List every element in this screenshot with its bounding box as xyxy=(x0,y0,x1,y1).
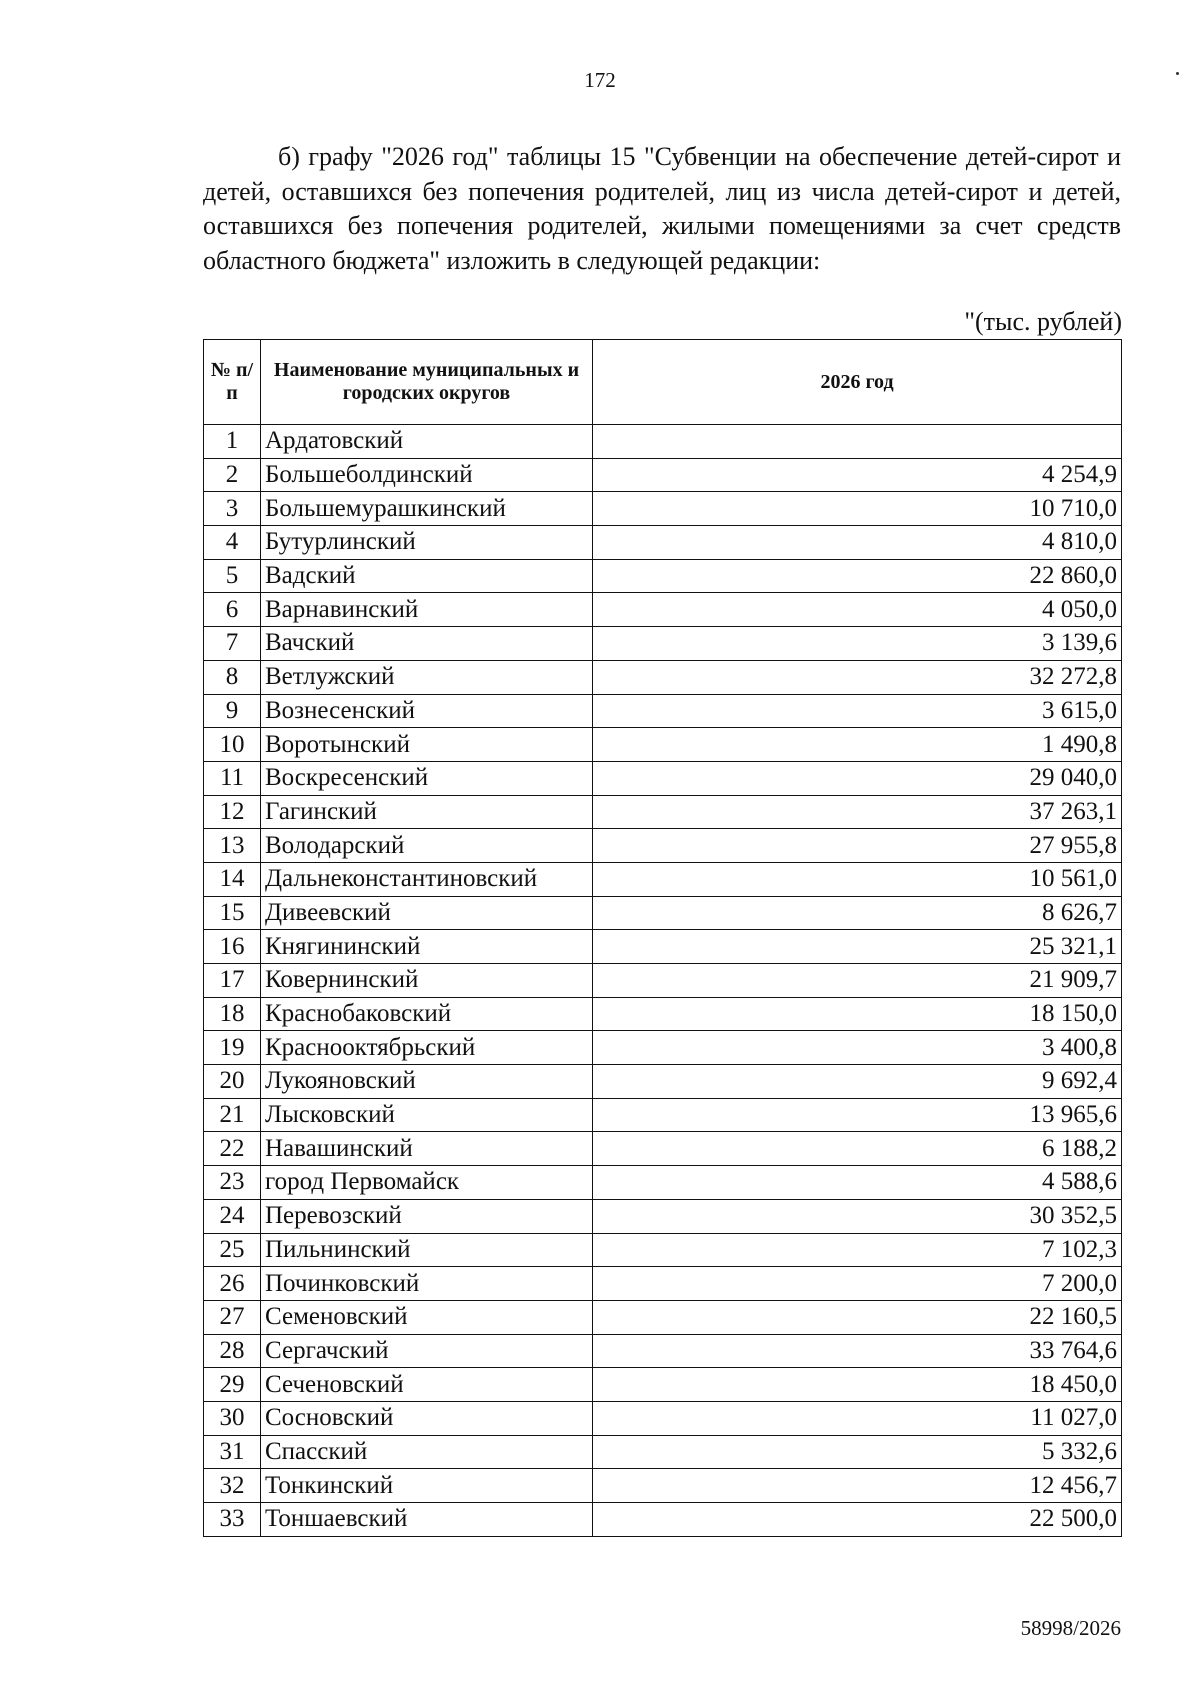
row-number-cell: 29 xyxy=(204,1368,261,1402)
row-value-cell: 37 263,1 xyxy=(593,795,1122,829)
table-row xyxy=(204,1166,1122,1200)
table-row xyxy=(204,1267,1122,1301)
row-value-cell: 4 810,0 xyxy=(593,526,1122,560)
row-value-cell: 6 188,2 xyxy=(593,1132,1122,1166)
header-name: Наименование муниципальных и городских округов xyxy=(261,340,593,425)
row-value-cell: 3 615,0 xyxy=(593,694,1122,728)
table-row xyxy=(204,1435,1122,1469)
row-number-cell: 16 xyxy=(204,930,261,964)
row-value-cell: 7 200,0 xyxy=(593,1267,1122,1301)
table-row xyxy=(204,593,1122,627)
row-value-cell: 18 450,0 xyxy=(593,1368,1122,1402)
row-value-cell: 1 490,8 xyxy=(593,728,1122,762)
row-value-cell: 22 500,0 xyxy=(593,1503,1122,1537)
row-number-cell: 19 xyxy=(204,1031,261,1065)
row-value-cell: 10 561,0 xyxy=(593,862,1122,896)
row-name-cell: Краснобаковский xyxy=(261,997,593,1031)
table-row xyxy=(204,1300,1122,1334)
table-row xyxy=(204,1401,1122,1435)
row-name-cell: Спасский xyxy=(261,1435,593,1469)
table-row xyxy=(204,1098,1122,1132)
row-value-cell: 7 102,3 xyxy=(593,1233,1122,1267)
row-name-cell: Сергачский xyxy=(261,1334,593,1368)
row-name-cell: Ардатовский xyxy=(261,425,593,459)
row-number-cell: 25 xyxy=(204,1233,261,1267)
row-number-cell: 15 xyxy=(204,896,261,930)
row-name-cell: Сеченовский xyxy=(261,1368,593,1402)
row-name-cell: Лысковский xyxy=(261,1098,593,1132)
row-value-cell: 18 150,0 xyxy=(593,997,1122,1031)
table-row xyxy=(204,1469,1122,1503)
row-number-cell: 30 xyxy=(204,1401,261,1435)
row-name-cell: Воскресенский xyxy=(261,761,593,795)
table-row xyxy=(204,964,1122,998)
table-row xyxy=(204,1233,1122,1267)
table-row xyxy=(204,1065,1122,1099)
row-number-cell: 1 xyxy=(204,425,261,459)
row-number-cell: 12 xyxy=(204,795,261,829)
row-name-cell: Воротынский xyxy=(261,728,593,762)
row-value-cell: 9 692,4 xyxy=(593,1065,1122,1099)
row-name-cell: Дальнеконстантиновский xyxy=(261,862,593,896)
table-row xyxy=(204,1368,1122,1402)
row-number-cell: 18 xyxy=(204,997,261,1031)
row-number-cell: 13 xyxy=(204,829,261,863)
row-number-cell: 10 xyxy=(204,728,261,762)
row-number-cell: 4 xyxy=(204,526,261,560)
intro-paragraph: б) графу "2026 год" таблицы 15 "Субвенции на обеспечение детей-сирот и детей, оставшихся без попечения родителей, лиц из числа детей-сирот и детей, оставшихся без попечения родителей, жилыми помещениями за счет средств областного бюджета" изложить в следующей редакции: xyxy=(203,142,1121,275)
subvention-table xyxy=(203,339,1122,1537)
table-header-row xyxy=(204,340,1122,425)
row-value-cell: 4 050,0 xyxy=(593,593,1122,627)
table-body xyxy=(204,425,1122,1537)
row-value-cell: 32 272,8 xyxy=(593,660,1122,694)
row-number-cell: 23 xyxy=(204,1166,261,1200)
row-value-cell: 22 860,0 xyxy=(593,559,1122,593)
row-name-cell: Бутурлинский xyxy=(261,526,593,560)
row-value-cell: 5 332,6 xyxy=(593,1435,1122,1469)
row-name-cell: Сосновский xyxy=(261,1401,593,1435)
row-number-cell: 2 xyxy=(204,458,261,492)
table-row xyxy=(204,492,1122,526)
row-name-cell: Перевозский xyxy=(261,1199,593,1233)
row-number-cell: 17 xyxy=(204,964,261,998)
table-row xyxy=(204,1503,1122,1537)
row-value-cell: 27 955,8 xyxy=(593,829,1122,863)
row-value-cell: 13 965,6 xyxy=(593,1098,1122,1132)
row-number-cell: 28 xyxy=(204,1334,261,1368)
row-value-cell: 21 909,7 xyxy=(593,964,1122,998)
row-value-cell: 4 588,6 xyxy=(593,1166,1122,1200)
table-row xyxy=(204,997,1122,1031)
row-number-cell: 20 xyxy=(204,1065,261,1099)
row-number-cell: 21 xyxy=(204,1098,261,1132)
scan-speck xyxy=(1176,72,1179,75)
row-number-cell: 33 xyxy=(204,1503,261,1537)
table-row xyxy=(204,660,1122,694)
row-name-cell: Краснооктябрьский xyxy=(261,1031,593,1065)
row-name-cell: Вачский xyxy=(261,627,593,661)
row-name-cell: Лукояновский xyxy=(261,1065,593,1099)
row-value-cell: 29 040,0 xyxy=(593,761,1122,795)
row-name-cell: Вадский xyxy=(261,559,593,593)
row-number-cell: 6 xyxy=(204,593,261,627)
table-row xyxy=(204,829,1122,863)
row-name-cell: Пильнинский xyxy=(261,1233,593,1267)
table-row xyxy=(204,795,1122,829)
units-label: "(тыс. рублей) xyxy=(964,307,1122,336)
row-number-cell: 3 xyxy=(204,492,261,526)
row-value-cell: 8 626,7 xyxy=(593,896,1122,930)
row-value-cell: 4 254,9 xyxy=(593,458,1122,492)
row-value-cell: 25 321,1 xyxy=(593,930,1122,964)
header-year: 2026 год xyxy=(593,340,1122,425)
table-row xyxy=(204,559,1122,593)
row-value-cell: 10 710,0 xyxy=(593,492,1122,526)
row-value-cell: 3 400,8 xyxy=(593,1031,1122,1065)
row-name-cell: Вознесенский xyxy=(261,694,593,728)
row-number-cell: 26 xyxy=(204,1267,261,1301)
table-row xyxy=(204,728,1122,762)
document-id: 58998/2026 xyxy=(1020,1616,1121,1640)
row-name-cell: Семеновский xyxy=(261,1300,593,1334)
row-number-cell: 32 xyxy=(204,1469,261,1503)
table-row xyxy=(204,1334,1122,1368)
row-value-cell: 11 027,0 xyxy=(593,1401,1122,1435)
row-number-cell: 14 xyxy=(204,862,261,896)
table-row xyxy=(204,627,1122,661)
row-name-cell: Большемурашкинский xyxy=(261,492,593,526)
row-number-cell: 24 xyxy=(204,1199,261,1233)
row-value-cell: 22 160,5 xyxy=(593,1300,1122,1334)
row-number-cell: 11 xyxy=(204,761,261,795)
header-num: № п/п xyxy=(204,340,261,425)
row-name-cell: Тоншаевский xyxy=(261,1503,593,1537)
row-name-cell: Большеболдинский xyxy=(261,458,593,492)
row-name-cell: Ковернинский xyxy=(261,964,593,998)
row-name-cell: Гагинский xyxy=(261,795,593,829)
table-row xyxy=(204,1031,1122,1065)
table-row xyxy=(204,761,1122,795)
row-name-cell: Ветлужский xyxy=(261,660,593,694)
row-number-cell: 8 xyxy=(204,660,261,694)
table-row xyxy=(204,1199,1122,1233)
row-name-cell: Дивеевский xyxy=(261,896,593,930)
row-name-cell: Навашинский xyxy=(261,1132,593,1166)
table-row xyxy=(204,458,1122,492)
table-row xyxy=(204,1132,1122,1166)
row-number-cell: 9 xyxy=(204,694,261,728)
row-number-cell: 27 xyxy=(204,1300,261,1334)
row-name-cell: город Первомайск xyxy=(261,1166,593,1200)
row-name-cell: Варнавинский xyxy=(261,593,593,627)
row-name-cell: Княгининский xyxy=(261,930,593,964)
row-number-cell: 31 xyxy=(204,1435,261,1469)
row-value-cell: 30 352,5 xyxy=(593,1199,1122,1233)
page-number: 172 xyxy=(584,68,616,92)
row-name-cell: Починковский xyxy=(261,1267,593,1301)
table-row xyxy=(204,425,1122,459)
row-value-cell: 12 456,7 xyxy=(593,1469,1122,1503)
row-value-cell: 33 764,6 xyxy=(593,1334,1122,1368)
table-row xyxy=(204,526,1122,560)
row-number-cell: 5 xyxy=(204,559,261,593)
row-number-cell: 7 xyxy=(204,627,261,661)
table-row xyxy=(204,930,1122,964)
table-row xyxy=(204,862,1122,896)
table-row xyxy=(204,694,1122,728)
table-row xyxy=(204,896,1122,930)
row-name-cell: Володарский xyxy=(261,829,593,863)
row-value-cell: 3 139,6 xyxy=(593,627,1122,661)
row-value-cell xyxy=(593,425,1122,459)
row-name-cell: Тонкинский xyxy=(261,1469,593,1503)
table-header xyxy=(204,340,1122,425)
row-number-cell: 22 xyxy=(204,1132,261,1166)
